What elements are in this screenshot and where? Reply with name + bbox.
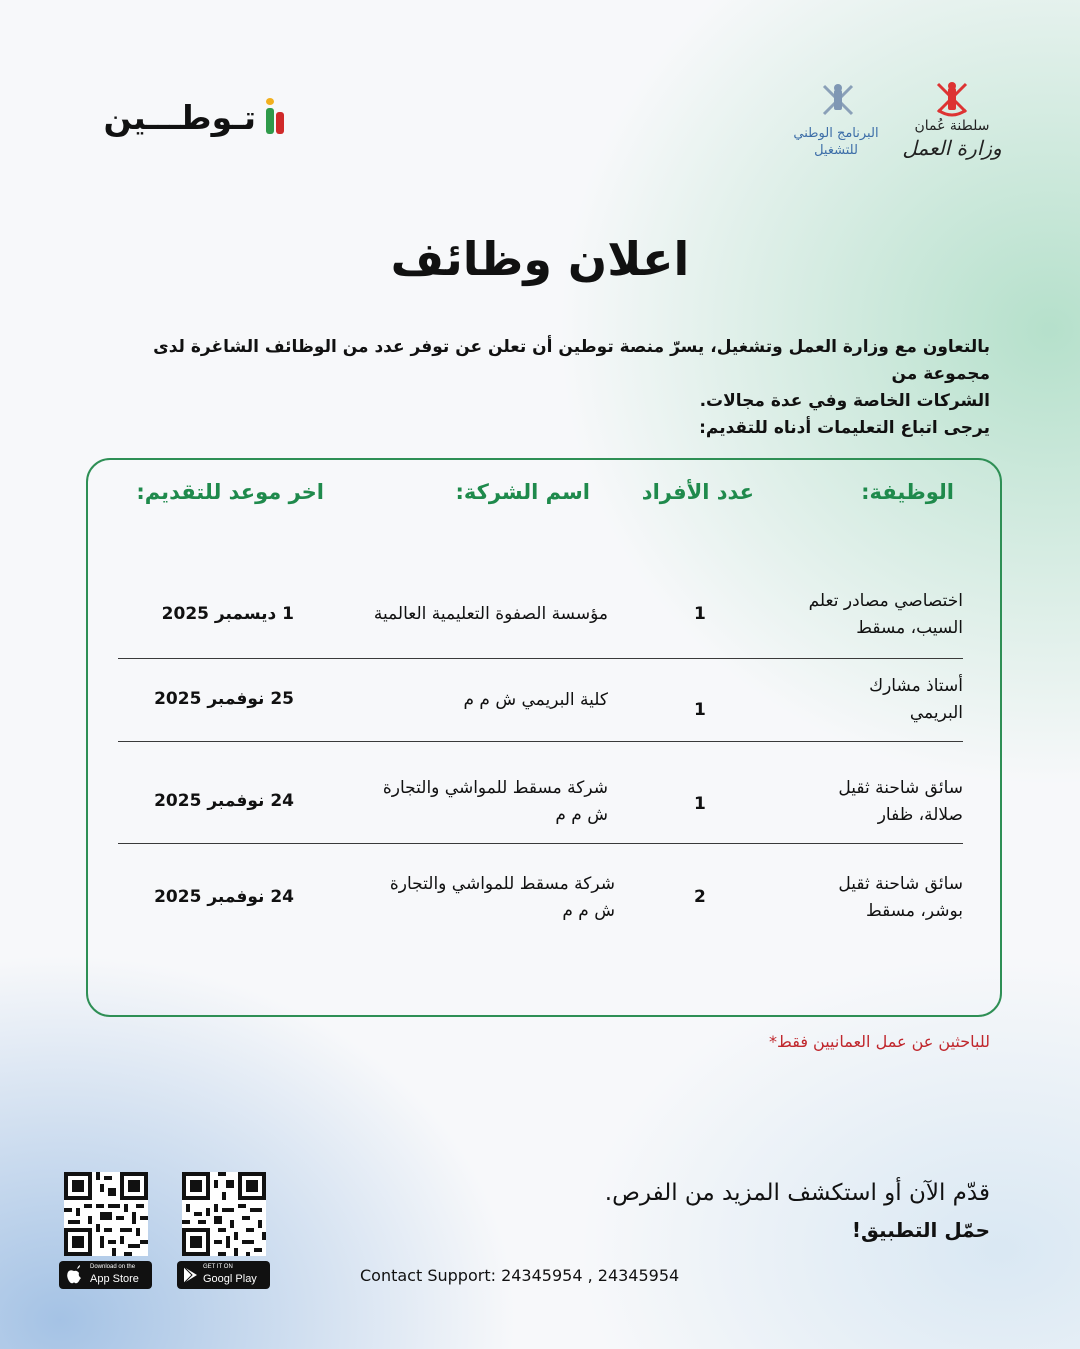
google-play-badge[interactable] <box>177 1261 270 1289</box>
header-job: الوظيفة: <box>861 480 954 504</box>
table-row-3-deadline: 24 نوفمبر 2025 <box>154 791 294 811</box>
google-play-icon <box>183 1266 199 1284</box>
tawteen-logo <box>92 96 282 148</box>
jobs-table-panel <box>86 458 1002 1017</box>
company-name: شركة مسقط للمواشي والتجارة <box>389 874 615 894</box>
program-line2: للتشغيل <box>814 143 858 158</box>
table-row-1-company <box>374 601 608 628</box>
contact-support: Contact Support: 24345954 , 24345954 <box>360 1266 680 1285</box>
khanjar-emblem-icon <box>818 80 858 120</box>
header-company: اسم الشركة: <box>455 480 590 504</box>
job-location: صلالة، ظفار <box>877 805 963 825</box>
table-row-4-job <box>838 871 963 925</box>
appstore-small-text: Download on the <box>90 1264 136 1270</box>
page-title: اعلان وظائف <box>390 232 690 286</box>
job-title: اختصاصي مصادر تعلم <box>808 591 963 611</box>
national-employment-program-logo <box>782 80 890 170</box>
header-count: عدد الأفراد <box>641 480 754 504</box>
table-row-3-job <box>838 775 963 829</box>
table-row-1-count: 1 <box>694 604 706 624</box>
play-small-text: GET IT ON <box>203 1264 233 1270</box>
company-name: شركة مسقط للمواشي والتجارة <box>382 778 608 798</box>
table-row-3-company <box>383 775 608 829</box>
job-title: سائق شاحنة ثقيل <box>838 778 963 798</box>
table-row-1-deadline: 1 ديسمبر 2025 <box>161 604 294 624</box>
cta-download-text: حمّل التطبيق! <box>851 1218 990 1242</box>
intro-text <box>110 334 990 442</box>
table-row-2-count: 1 <box>694 700 706 720</box>
table-row-2-deadline: 25 نوفمبر 2025 <box>154 689 294 709</box>
appstore-big-text: App Store <box>90 1273 139 1285</box>
ministry-of-labour-logo <box>898 80 1006 170</box>
row-divider <box>118 843 963 844</box>
eligibility-note: للباحثين عن عمل العمانيين فقط* <box>769 1032 990 1051</box>
intro-line-3: يرجى اتباع التعليمات أدناه للتقديم: <box>699 418 990 438</box>
ministry-line1: سلطنة عُمان <box>914 118 990 134</box>
intro-line-2: الشركات الخاصة وفي عدة مجالات. <box>699 391 990 411</box>
job-location: بوشر، مسقط <box>865 901 963 921</box>
program-line1: البرنامج الوطني <box>793 126 879 141</box>
company-type: ش م م <box>562 901 615 921</box>
job-title: سائق شاحنة ثقيل <box>838 874 963 894</box>
row-divider <box>118 741 963 742</box>
table-row-4-deadline: 24 نوفمبر 2025 <box>154 887 294 907</box>
table-row-3-count: 1 <box>694 794 706 814</box>
intro-line-1: بالتعاون مع وزارة العمل وتشغيل، يسرّ منصة توطين أن تعلن عن توفر عدد من الوظائف الشاغرة لدى مجموعة من <box>153 337 990 384</box>
company-name: مؤسسة الصفوة التعليمية العالمية <box>373 604 608 624</box>
job-title: أستاذ مشارك <box>869 676 963 696</box>
company-type: ش م م <box>555 805 608 825</box>
job-location: السيب، مسقط <box>856 618 963 638</box>
job-location: البريمي <box>909 703 963 723</box>
row-divider <box>118 658 963 659</box>
tawteen-wordmark: تـوطـــين <box>103 98 256 137</box>
play-big-text: Googl Play <box>203 1273 257 1285</box>
table-row-4-company <box>390 871 615 925</box>
table-row-2-job <box>869 673 963 727</box>
appstore-qr-code-icon[interactable] <box>64 1172 148 1256</box>
table-row-2-company <box>463 687 608 714</box>
table-row-4-count: 2 <box>694 887 706 907</box>
tawteen-mark-icon <box>262 104 284 134</box>
app-store-badge[interactable] <box>59 1261 152 1289</box>
apple-icon <box>65 1265 83 1285</box>
company-name: كلية البريمي ش م م <box>463 690 608 710</box>
oman-emblem-icon <box>932 80 972 118</box>
header-deadline: اخر موعد للتقديم: <box>136 480 324 504</box>
google-play-qr-code-icon[interactable] <box>182 1172 266 1256</box>
cta-apply-text: قدّم الآن أو استكشف المزيد من الفرص. <box>604 1180 990 1206</box>
table-row-1-job <box>809 588 963 642</box>
ministry-line2: وزارة العمل <box>902 136 1002 160</box>
